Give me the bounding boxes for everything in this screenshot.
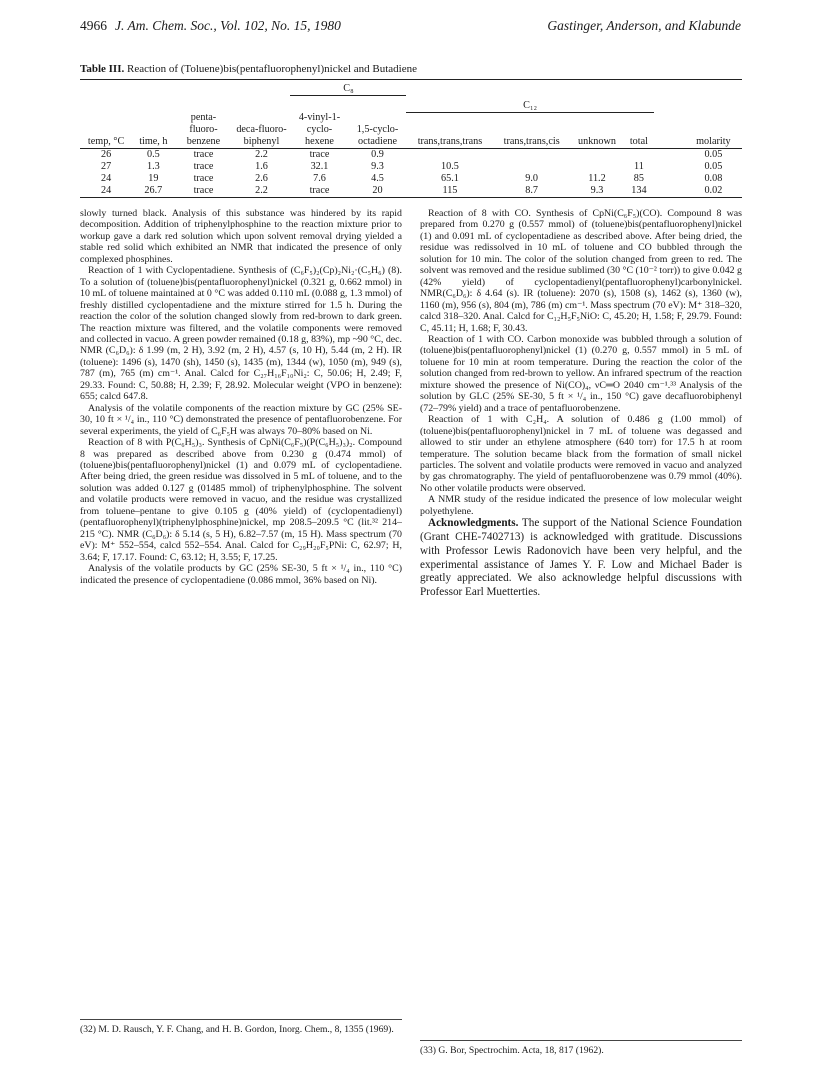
table-cell: trace	[193, 161, 214, 172]
table-cell: 134	[624, 185, 654, 198]
body-paragraph: slowly turned black. Analysis of this substance was hindered by its rapid decomposition. Addition of triphenylphosphine to the reaction mixture prior to workup gave a dark red solution which upon solvent removal drying yielded a stable red solid which exhibited an NMR that indicated the presence of only complexed phosphines.	[80, 208, 402, 265]
table-cell: 11	[633, 161, 644, 172]
table-cell	[493, 161, 569, 173]
table-cell: 32.1	[310, 161, 329, 172]
table-cell: 0.5	[146, 149, 160, 160]
body-paragraph: Analysis of the volatile products by GC (25% SE-30, 5 ft × ¹/₄ in., 110 °C) indicated the presence of cyclopentadiene (0.086 mmol, 36% based on Ni).	[80, 563, 402, 586]
table-cell: trace	[193, 149, 214, 160]
body-paragraph: Reaction of 1 with C₂H₄. A solution of 0.486 g (1.00 mmol) of (toluene)bis(pentafluorophenyl)nickel in 7 mL of toluene was degassed and allowed to stir under an ethylene atmosphere (640 torr) for 17.5 h at room temperature. The solution became black from the formation of small nickel particles. The solvent and volatile products were removed in vacuo and analyzed by gas chromatography. The yield of pentafluorobenzene was 0.79 mmol (40%). No other volatile products were observed.	[420, 414, 742, 494]
column-header: 1,5-cyclo-octadiene	[348, 112, 406, 149]
table-cell: trace	[174, 185, 232, 198]
table-cell: 2.6	[255, 173, 268, 184]
column-header: trans,trans,trans	[406, 112, 493, 149]
table-cell: 2.2	[232, 185, 290, 198]
table-cell: 20	[348, 185, 406, 198]
table-cell: 1.3	[146, 161, 160, 172]
acknowledgments-text: The support of the National Science Foundation (Grant CHE-7402713) is acknowledged with gratitude. Discussions with Professor Lewis Radonovich have been very helpful, and the experimental assistance of James Y. F. Low and Michael Bader is greatly appreciated. We also acknowledge helpful discussions with Professor Earl Muetterties.	[420, 517, 742, 599]
body-paragraph: Reaction of 8 with P(C₆H₅)₃. Synthesis of CpNi(C₆F₅)(P(C₆H₅)₃)₂. Compound 8 was prepared as described above from 0.230 g (0.474 mmol) of (toluene)bis(pentafluorophenyl)nickel (1) and 0.079 mL of cyclopentadiene. After being dried, the green residue was dissolved in 5 mL of toluene, and to the solution was added 0.127 g (01485 mmol) of triphenylphosphine. The solvent and volatile products were removed in vacuo, and the residue was crystallized from toluene–pentane to give 0.105 g (40% yield) of (cyclopentadienyl)(pentafluorophenyl)(triphenylphosphine)nickel, mp 208.5–209.5 °C (lit.³² 214–215 °C). NMR (C₆D₆): δ 5.14 (s, 5 H), 6.82–7.57 (m, 15 H). Mass spectrum (70 eV): M⁺ 552–554, calcd 552–554. Anal. Calcd for C₂₉H₂₀F₅PNi: C, 62.97; H, 3.64; F, 17.17. Found: C, 63.12; H, 3.55; F, 17.25.	[80, 437, 402, 563]
group-header-c12: C₁₂	[406, 96, 653, 113]
table-cell	[406, 149, 493, 162]
body-paragraph: Reaction of 1 with Cyclopentadiene. Synthesis of (C₆F₅)₂(Cp)₂Ni₂·(C₅H₆) (8). To a solution of (toluene)bis(pentafluorophenyl)nickel (0.321 g, 0.662 mmol) in 10 mL of toluene maintained at 0 °C was added 0.110 mL (0.088 g, 1.3 mmol) of freshly distilled cyclopentadiene and the mixture stirred for 1.5 h. During the reaction the color of the solution changed slowly from red-brown to dark green. The reaction mixture was filtered, and the volatile components were removed and collected in vacuo. A green powder remained (0.18 g, 83%), mp ~90 °C, dec. NMR (C₆D₆): δ 1.99 (m, 2 H), 3.92 (m, 2 H), 4.57 (s, 10 H), 5.44 (m, 2 H). IR (toluene): 1496 (s), 1470 (sh), 1450 (s), 1435 (m), 1344 (w), 1050 (m), 949 (s), 787 (m), 765 (m) cm⁻¹. Anal. Calcd for C₂₇H₁₆F₁₀Ni₂: C, 50.06; H, 2.49; F, 29.33. Found: C, 50.88; H, 2.39; F, 28.92. Molecular weight (VPO in benzene): 655; calcd 647.8.	[80, 265, 402, 403]
table-cell: 0.05	[704, 149, 723, 160]
table-cell: 26	[101, 149, 112, 160]
table-cell: 9.3	[570, 185, 624, 198]
table-cell: 24	[101, 173, 112, 184]
table-cell: 10.5	[441, 161, 459, 172]
table-cell: 9.3	[371, 161, 384, 172]
table-title: Reaction of (Toluene)bis(pentafluorophenyl)nickel and Butadiene	[126, 63, 418, 75]
column-header: deca-fluoro-biphenyl	[232, 112, 290, 149]
acknowledgments	[420, 517, 742, 600]
table-cell: 26.7	[132, 185, 174, 198]
body-paragraph: Analysis of the volatile components of the reaction mixture by GC (25% SE-30, 10 ft × ¹/₄ in., 110 °C) demonstrated the presence of pentafluorobenzene. For several experiments, the yield of C₆F₅H was always 70–80% based on Ni.	[80, 402, 402, 437]
table-cell	[493, 149, 569, 162]
table-caption	[80, 63, 417, 75]
table-cell	[570, 149, 624, 162]
table-cell: 27	[101, 161, 112, 172]
table-cell: trace	[309, 149, 330, 160]
table-cell: trace	[193, 173, 214, 184]
left-column	[80, 208, 402, 586]
table-cell: 1.6	[255, 161, 268, 172]
table-cell: 0.02	[654, 185, 742, 198]
acknowledgments-heading: Acknowledgments.	[428, 517, 519, 530]
table-cell: 8.7	[493, 185, 569, 198]
table-cell: 19	[148, 173, 159, 184]
table-cell: 7.6	[313, 173, 326, 184]
column-header: molarity	[654, 112, 742, 149]
running-header-authors: Gastinger, Anderson, and Klabunde	[547, 18, 741, 33]
group-header-c8: C₈	[290, 80, 406, 96]
body-paragraph: Reaction of 1 with CO. Carbon monoxide was bubbled through a solution of (toluene)bis(pentafluorophenyl)nickel (1) (0.270 g, 0.557 mmol) in 5 mL of toluene for 10 min at room temperature. During the reaction the color of the solution changed from red-brown to yellow. An infrared spectrum of the reaction mixture showed the presence of Ni(CO)₄, νC═O 2040 cm⁻¹.³³ Analysis of the solution by GLC (25% SE-30, 5 ft × ¹/₄ in., 150 °C) gave decafluorobiphenyl (72–79% yield) and a trace of pentafluorobenzene.	[420, 333, 742, 414]
table-cell: 0.05	[704, 161, 723, 172]
page-number: 4966	[80, 18, 107, 33]
journal-citation: J. Am. Chem. Soc., Vol. 102, No. 15, 1980	[115, 18, 341, 33]
footnote-33: (33) G. Bor, Spectrochim. Acta, 18, 817 (1962).	[420, 1040, 742, 1056]
table-label: Table III.	[80, 63, 125, 75]
right-column	[420, 208, 742, 600]
table-cell: 0.08	[704, 173, 723, 184]
table-row	[80, 161, 742, 173]
column-header: unknown	[570, 112, 624, 149]
table-row	[80, 149, 742, 162]
column-header: trans,trans,cis	[493, 112, 569, 149]
table-cell: 4.5	[371, 173, 384, 184]
column-header: 4-vinyl-1-cyclo-hexene	[290, 112, 348, 149]
table-cell: 65.1	[441, 173, 459, 184]
column-header: total	[624, 112, 654, 149]
table-row	[80, 173, 742, 185]
column-header: time, h	[132, 112, 174, 149]
table-cell: 85	[633, 173, 644, 184]
column-header: penta-fluoro-benzene	[174, 112, 232, 149]
table-cell	[624, 149, 654, 162]
table-cell: 9.0	[525, 173, 539, 184]
table-cell: 0.9	[371, 149, 384, 160]
table-cell: 2.2	[255, 149, 268, 160]
table-cell: 24	[80, 185, 132, 198]
table-cell: 11.2	[588, 173, 606, 184]
footnote-32: (32) M. D. Rausch, Y. F. Chang, and H. B. Gordon, Inorg. Chem., 8, 1355 (1969).	[80, 1019, 402, 1035]
table-cell	[570, 161, 624, 173]
body-paragraph: A NMR study of the residue indicated the presence of low molecular weight polyethylene.	[420, 494, 742, 517]
table-row	[80, 185, 742, 198]
data-table	[80, 79, 742, 198]
table-cell: trace	[290, 185, 348, 198]
body-paragraph: Reaction of 8 with CO. Synthesis of CpNi(C₆F₅)(CO). Compound 8 was prepared from 0.270 g (0.557 mmol) of (toluene)bis(pentafluorophenyl)nickel (1) and 0.091 mL of cyclopentadiene as described above. After being dried, the residue was redissolved in 10 mL of toluene and CO bubbled through the solution for 10 min. The color of the solution changed from green to red. The solvent was removed and the residue sublimed (30 °C (10⁻² torr)) to give 0.042 g (42% yield) of cyclopentadienyl(pentafluorophenyl)carbonylnickel. NMR(C₆D₆): δ 4.64 (s). IR (toluene): 2070 (s), 1508 (s), 1462 (s), 1360 (w), 1160 (m), 956 (s), 804 (m), 786 (m) cm⁻¹. Mass spectrum (70 eV): M⁺ 318–320, calcd 318–320. Anal. Calcd for C₁₂H₅F₅NiO: C, 45.20; H, 1.58; F, 29.79. Found: C, 45.11; H, 1.68; F, 30.43.	[420, 208, 742, 334]
column-header: temp, °C	[80, 112, 132, 149]
running-header-left	[80, 18, 341, 34]
table-cell: 115	[406, 185, 493, 198]
